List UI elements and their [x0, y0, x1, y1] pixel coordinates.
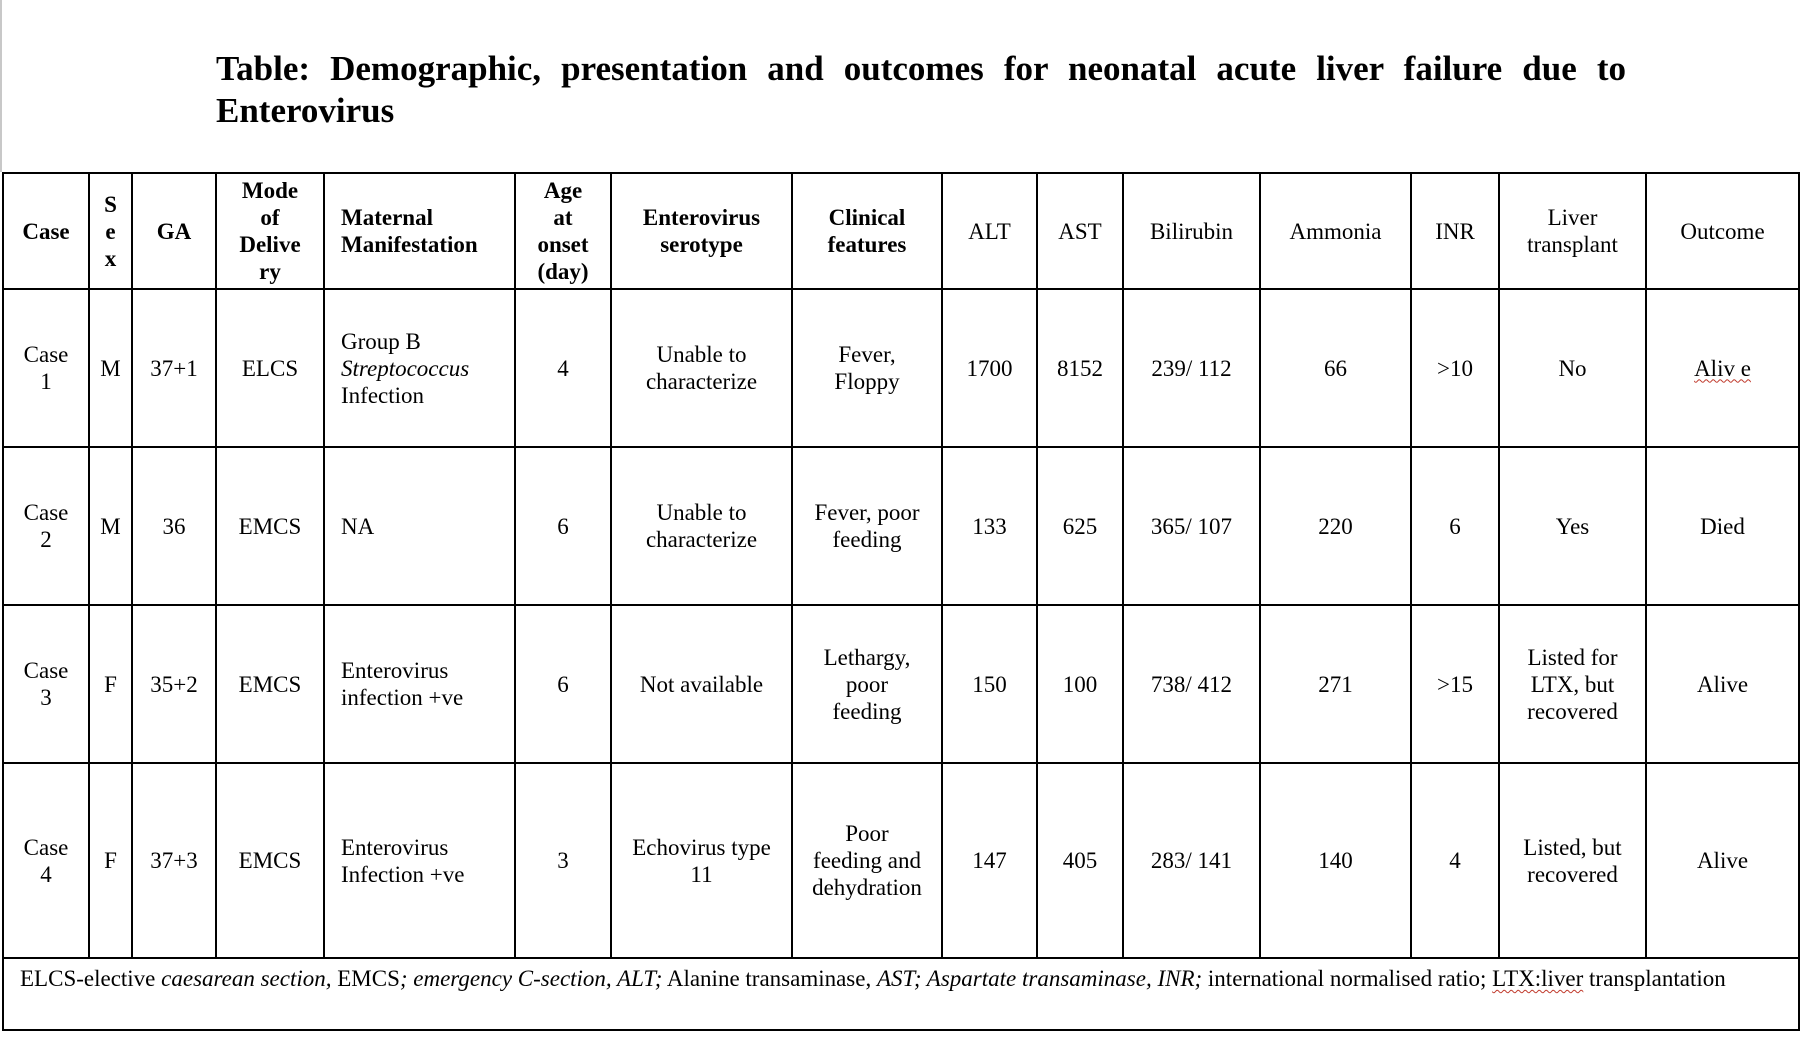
cell-maternal: Enterovirus Infection +ve: [324, 763, 515, 958]
table-title: Table: Demographic, presentation and outcomes for neonatal acute liver failure due to Enterovirus: [216, 49, 1626, 130]
cell-serotype: Unable to characterize: [611, 289, 792, 447]
cell-ammonia: 140: [1260, 763, 1411, 958]
table-row: [3, 763, 1799, 958]
cell-bilirubin: 283/ 141: [1123, 763, 1260, 958]
cell-mode: EMCS: [216, 763, 324, 958]
cell-mode: EMCS: [216, 605, 324, 763]
cell-inr: >15: [1411, 605, 1499, 763]
cell-clinical: Poor feeding and dehydration: [792, 763, 942, 958]
cell-transplant: Yes: [1499, 447, 1646, 605]
header-bilirubin: Bilirubin: [1123, 173, 1260, 289]
cell-sex: M: [89, 289, 132, 447]
header-inr: INR: [1411, 173, 1499, 289]
cell-inr: 4: [1411, 763, 1499, 958]
header-ga: GA: [132, 173, 216, 289]
cell-transplant: Listed for LTX, but recovered: [1499, 605, 1646, 763]
cell-outcome: Aliv e: [1646, 289, 1799, 447]
cell-clinical: Fever, poor feeding: [792, 447, 942, 605]
cell-ammonia: 66: [1260, 289, 1411, 447]
cell-ga: 35+2: [132, 605, 216, 763]
cell-ast: 405: [1037, 763, 1123, 958]
cell-ammonia: 220: [1260, 447, 1411, 605]
cell-maternal: Group B Streptococcus Infection: [324, 289, 515, 447]
header-liver-transplant: Liver transplant: [1499, 173, 1646, 289]
cell-alt: 133: [942, 447, 1037, 605]
cell-alt: 1700: [942, 289, 1037, 447]
header-outcome: Outcome: [1646, 173, 1799, 289]
cell-maternal: Enterovirus infection +ve: [324, 605, 515, 763]
cell-maternal: NA: [324, 447, 515, 605]
header-enterovirus-serotype: Enterovirus serotype: [611, 173, 792, 289]
cell-transplant: No: [1499, 289, 1646, 447]
cell-inr: 6: [1411, 447, 1499, 605]
left-margin-rule: [0, 0, 2, 172]
cell-ga: 36: [132, 447, 216, 605]
cell-age: 6: [515, 605, 611, 763]
cell-ammonia: 271: [1260, 605, 1411, 763]
cell-outcome: Alive: [1646, 605, 1799, 763]
cell-outcome: Died: [1646, 447, 1799, 605]
header-age-at-onset: Age at onset (day): [515, 173, 611, 289]
cell-sex: F: [89, 605, 132, 763]
cell-ga: 37+3: [132, 763, 216, 958]
cell-serotype: Not available: [611, 605, 792, 763]
cell-ga: 37+1: [132, 289, 216, 447]
header-ast: AST: [1037, 173, 1123, 289]
cell-case: Case 4: [3, 763, 89, 958]
header-alt: ALT: [942, 173, 1037, 289]
cell-ast: 100: [1037, 605, 1123, 763]
table-row: [3, 289, 1799, 447]
table-row: [3, 447, 1799, 605]
table-row: [3, 605, 1799, 763]
footnote: ELCS-elective caesarean section, EMCS; emergency C-section, ALT; Alanine transaminase, AST; Aspartate transaminase, INR; international normalised ratio; LTX:liver transplantation: [3, 958, 1799, 1030]
cell-serotype: Echovirus type 11: [611, 763, 792, 958]
cell-outcome: Alive: [1646, 763, 1799, 958]
header-clinical-features: Clinical features: [792, 173, 942, 289]
cell-bilirubin: 365/ 107: [1123, 447, 1260, 605]
cell-age: 3: [515, 763, 611, 958]
header-sex: S e x: [89, 173, 132, 289]
cell-clinical: Lethargy, poor feeding: [792, 605, 942, 763]
header-ammonia: Ammonia: [1260, 173, 1411, 289]
cell-case: Case 3: [3, 605, 89, 763]
cell-case: Case 1: [3, 289, 89, 447]
cell-sex: M: [89, 447, 132, 605]
cell-mode: EMCS: [216, 447, 324, 605]
cell-age: 6: [515, 447, 611, 605]
footnote-row: [3, 958, 1799, 1030]
cell-mode: ELCS: [216, 289, 324, 447]
cell-ast: 8152: [1037, 289, 1123, 447]
cell-alt: 150: [942, 605, 1037, 763]
header-case: Case: [3, 173, 89, 289]
header-maternal-manifestation: Maternal Manifestation: [324, 173, 515, 289]
data-table: [2, 172, 1800, 1031]
cell-serotype: Unable to characterize: [611, 447, 792, 605]
header-row: [3, 173, 1799, 289]
cell-clinical: Fever, Floppy: [792, 289, 942, 447]
header-mode-of-delivery: Mode of Delive ry: [216, 173, 324, 289]
cell-bilirubin: 239/ 112: [1123, 289, 1260, 447]
cell-inr: >10: [1411, 289, 1499, 447]
cell-age: 4: [515, 289, 611, 447]
cell-bilirubin: 738/ 412: [1123, 605, 1260, 763]
cell-ast: 625: [1037, 447, 1123, 605]
cell-case: Case 2: [3, 447, 89, 605]
cell-sex: F: [89, 763, 132, 958]
cell-alt: 147: [942, 763, 1037, 958]
cell-transplant: Listed, but recovered: [1499, 763, 1646, 958]
